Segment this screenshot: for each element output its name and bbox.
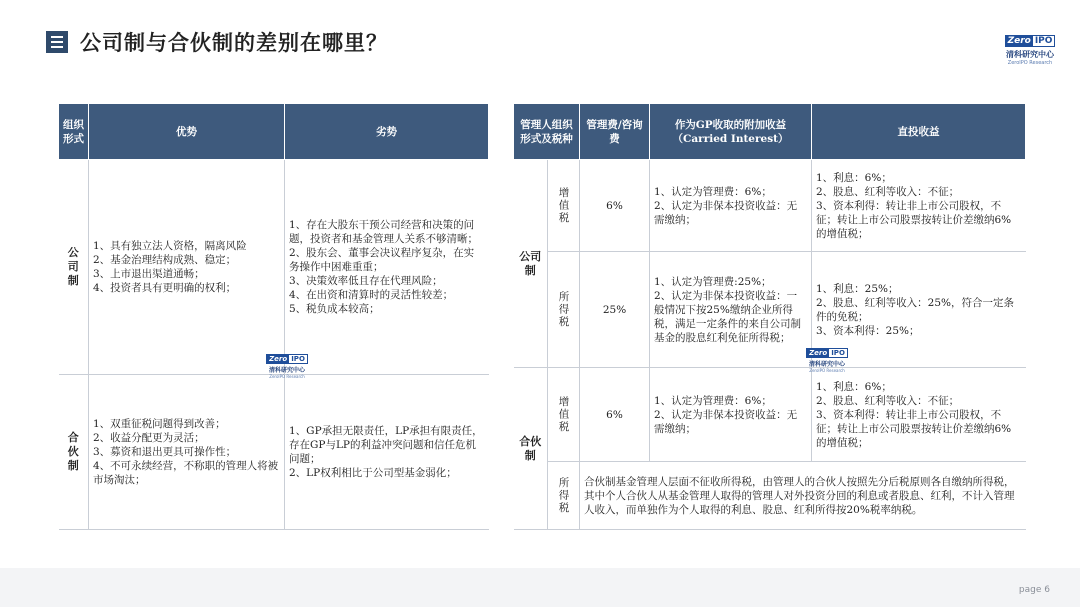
fee-value: 6%	[580, 160, 650, 252]
header-manager-form: 管理人组织形式及税种	[514, 104, 580, 160]
zeroipo-logo: Zero IPO 清科研究中心 ZeroIPO Research	[1006, 36, 1054, 66]
row-pros: 1、具有独立法人资格，隔离风险 2、基金治理结构成熟、稳定； 3、上市退出渠道通畅； 4、投资者具有更明确的权利；	[89, 160, 285, 375]
direct-value: 1、利息：6%； 2、股息、红利等收入：不征； 3、资本利得：转让非上市公司股权，不征；转让上市公司股票按转让价差缴纳6%的增值税；	[812, 160, 1026, 252]
row-pros: 1、双重征税问题得到改善； 2、收益分配更为灵活； 3、募资和退出更具可操作性； 4、不可永续经营，不称职的管理人将被市场淘汰；	[89, 375, 285, 530]
header-form: 组织形式	[59, 104, 89, 160]
direct-value: 1、利息：25%； 2、股息、红利等收入：25%，符合一定条件的免税； 3、资本利得：25%；	[812, 252, 1026, 368]
table-row	[514, 462, 1026, 530]
income-note: 合伙制基金管理人层面不征收所得税，由管理人的合伙人按照先分后税原则各自缴纳所得税，其中个人合伙人从基金管理人取得的管理人对外投资分回的利息或者股息、红利，不计入管理人收入，而单独作为个人取得的利息、股息、红利所得按20%税率纳税。	[580, 462, 1026, 530]
zeroipo-watermark: Zero IPO 清科研究中心 ZeroIPO Research	[802, 340, 852, 373]
carry-value: 1、认定为管理费：6%； 2、认定为非保本投资收益：无需缴纳；	[650, 368, 812, 462]
tax-type: 增值税	[557, 186, 570, 225]
menu-icon	[46, 31, 68, 53]
table-row	[59, 375, 489, 530]
direct-value: 1、利息：6%； 2、股息、红利等收入：不征； 3、资本利得：转让非上市公司股权，不征；转让上市公司股票按转让价差缴纳6%的增值税；	[812, 368, 1026, 462]
tax-type: 所得税	[557, 290, 570, 329]
zeroipo-watermark: Zero IPO 清科研究中心 ZeroIPO Research	[262, 346, 312, 379]
fee-value: 6%	[580, 368, 650, 462]
tax-type: 所得税	[557, 476, 570, 515]
comparison-table	[58, 103, 489, 530]
carry-value: 1、认定为管理费:25%； 2、认定为非保本投资收益：一般情况下按25%缴纳企业所得税，满足一定条件的来自公司制基金的股息红利免征所得税；	[650, 252, 812, 368]
tax-table	[513, 103, 1026, 530]
carry-value: 1、认定为管理费：6%； 2、认定为非保本投资收益：无需缴纳；	[650, 160, 812, 252]
row-cons: 1、存在大股东干预公司经营和决策的问题，投资者和基金管理人关系不够清晰； 2、股东会、董事会决议程序复杂，在实务操作中困难重重； 3、决策效率低且存在代理风险； 4、在出资和清算时的灵活性较差； 5、税负成本较高；	[285, 160, 489, 375]
table-row	[514, 252, 1026, 368]
header-fee: 管理费/咨询费	[580, 104, 650, 160]
table-row	[59, 160, 489, 375]
row-form: 合伙制	[514, 368, 548, 530]
row-form: 公司制	[514, 160, 548, 368]
table-row	[514, 160, 1026, 252]
page-title: 公司制与合伙制的差别在哪里？	[80, 31, 388, 55]
header-carry: 作为GP收取的附加收益 （Carried Interest）	[650, 104, 812, 160]
header-direct: 直投收益	[812, 104, 1026, 160]
fee-value: 25%	[580, 252, 650, 368]
row-cons: 1、GP承担无限责任，LP承担有限责任，存在GP与LP的利益冲突问题和信任危机问题； 2、LP权利相比于公司型基金弱化；	[285, 375, 489, 530]
table-header-row	[514, 104, 1026, 160]
header-cons: 劣势	[285, 104, 489, 160]
page-number: page 6	[1018, 585, 1050, 595]
row-form: 公司制	[59, 160, 89, 375]
tax-type: 增值税	[557, 395, 570, 434]
footer-band	[0, 568, 1080, 607]
row-form: 合伙制	[59, 375, 89, 530]
table-row	[514, 368, 1026, 462]
table-header-row	[59, 104, 489, 160]
header-pros: 优势	[89, 104, 285, 160]
